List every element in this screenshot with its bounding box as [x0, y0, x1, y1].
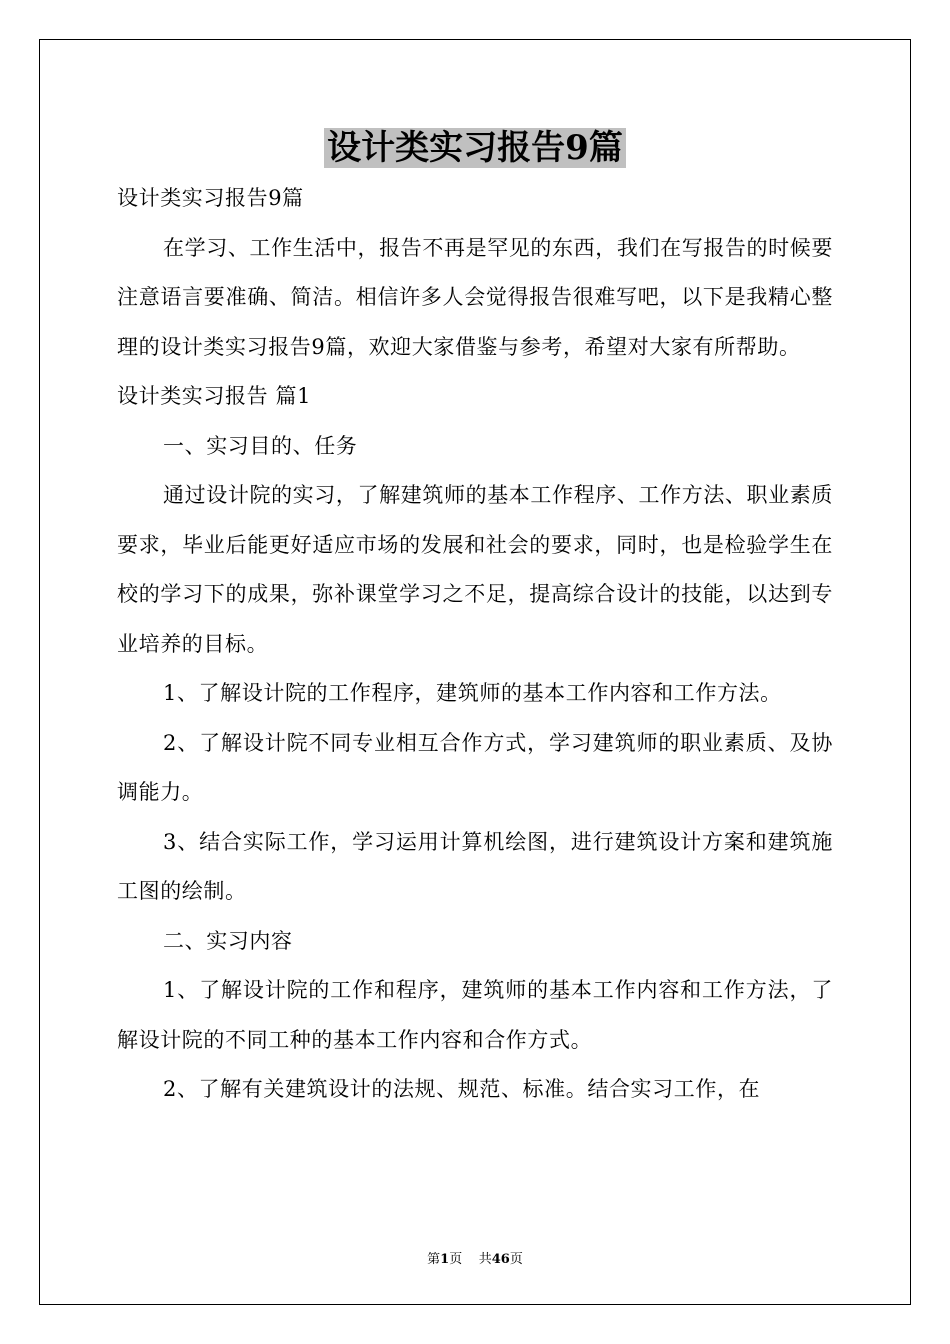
document-title [0, 124, 950, 172]
section-heading: 设计类实习报告 篇1 [117, 384, 312, 408]
footer-total-suffix: 页 [509, 1252, 523, 1267]
paragraph-subtitle: 设计类实习报告9篇 [117, 186, 304, 210]
list-item: 1、了解设计院的工作程序，建筑师的基本工作内容和工作方法。 [163, 681, 782, 705]
document-title-text: 设计类实习报告9篇 [324, 128, 626, 168]
subsection-heading: 一、实习目的、任务 [163, 433, 358, 458]
paragraph: 通过设计院的实习，了解建筑师的基本工作程序、工作方法、职业素质要求，毕业后能更好适应市场的发展和社会的要求，同时，也是检验学生在校的学习下的成果，弥补课堂学习之不足，提高综合设计的技能，以达到专业培养的目标。 [117, 483, 833, 656]
footer-prefix: 第 [427, 1252, 441, 1267]
document-body [117, 174, 833, 1115]
subsection-heading: 二、实习内容 [163, 928, 293, 953]
list-item: 2、了解有关建筑设计的法规、规范、标准。结合实习工作，在 [163, 1077, 761, 1101]
footer-total-prefix: 共 [478, 1252, 492, 1267]
footer-page-suffix: 页 [449, 1252, 463, 1267]
list-item: 1、了解设计院的工作和程序，建筑师的基本工作内容和工作方法，了解设计院的不同工种的基本工作内容和合作方式。 [117, 978, 833, 1052]
paragraph-intro: 在学习、工作生活中，报告不再是罕见的东西，我们在写报告的时候要注意语言要准确、简洁。相信许多人会觉得报告很难写吧，以下是我精心整理的设计类实习报告9篇，欢迎大家借鉴与参考，希望对大家有所帮助。 [117, 235, 833, 359]
footer-total-pages: 46 [491, 1252, 510, 1267]
footer-page-number: 1 [440, 1252, 450, 1267]
list-item: 3、结合实际工作，学习运用计算机绘图，进行建筑设计方案和建筑施工图的绘制。 [117, 829, 833, 903]
page-footer [0, 1248, 950, 1267]
list-item: 2、了解设计院不同专业相互合作方式，学习建筑师的职业素质、及协调能力。 [117, 730, 833, 804]
